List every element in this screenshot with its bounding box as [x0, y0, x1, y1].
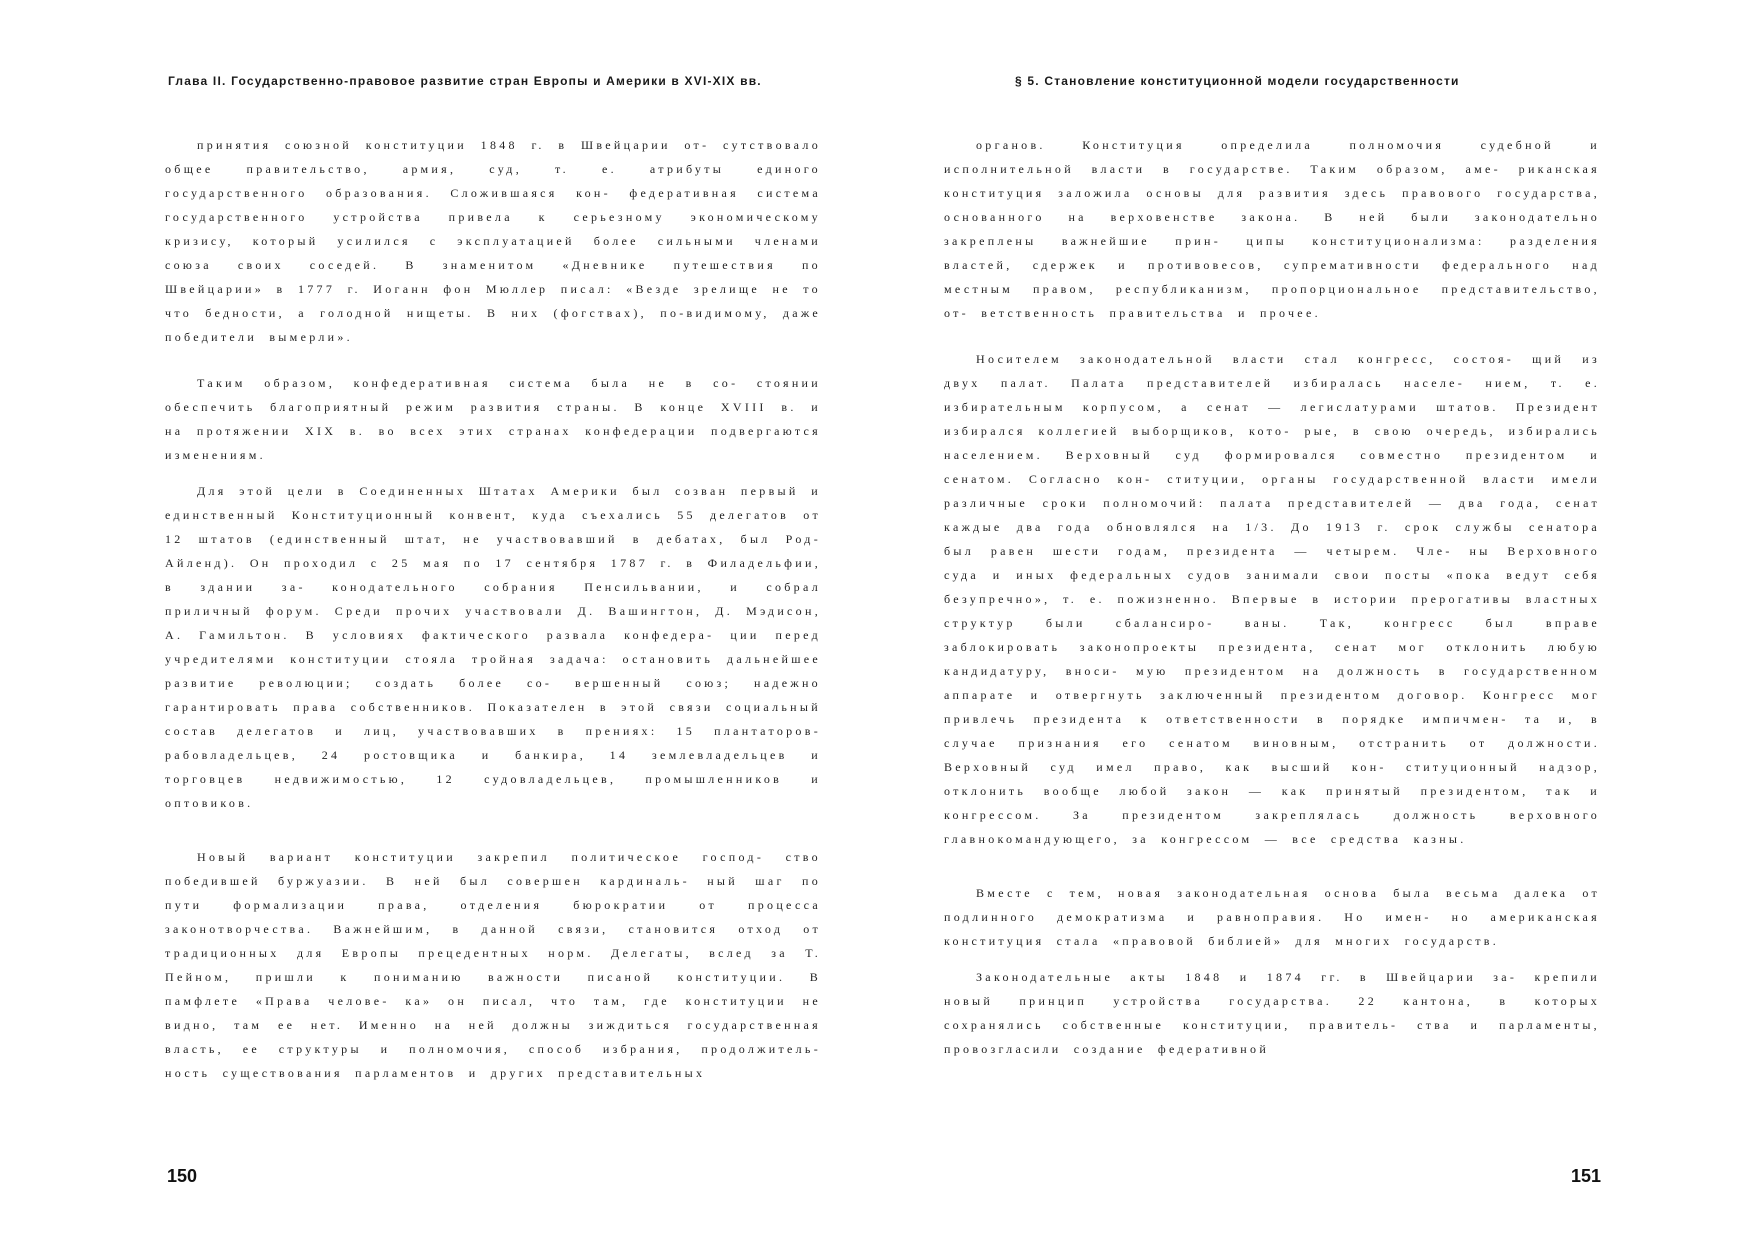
paragraph: Таким образом, конфедеративная система была не в со- стоянии обеспечить благоприятный режим развития страны. В конце XVIII в. и на протяжении XIX в. во всех этих странах конфедерации подвергаются изменениям. [165, 376, 821, 462]
paragraph: Для этой цели в Соединенных Штатах Америки был созван первый и единственный Конституционный конвент, куда съехались 55 делегатов от 12 штатов (единственный штат, не участвовавший в дебатах, был Род-Айленд). Он проходил с 25 мая по 17 сентября 1787 г. в Филадельфии, в здании за- конодательного собрания Пенсильвании, и собрал приличный форум. Среди прочих участвовали Д. Вашингтон, Д. Мэдисон, А. Гамильтон. В условиях фактического развала конфедера- ции перед учредителями конституции стояла тройная задача: остановить дальнейшее развитие революции; создать более со- вершенный союз; надежно гарантировать права собственников. Показателен в этой связи социальный состав делегатов и лиц, участвовавших в прениях: 15 плантаторов-рабовладельцев, 24 ростовщика и банкира, 14 землевладельцев и торговцев недвижимостью, 12 судовладельцев, промышленников и оптовиков. [165, 484, 821, 810]
paragraph: Носителем законодательной власти стал конгресс, состоя- щий из двух палат. Палата представителей избиралась населе- нием, т. е. избирательным корпусом, а сенат — легислатурами штатов. Президент избирался коллегией выборщиков, кото- рые, в свою очередь, избирались населением. Верховный суд формировался совместно президентом и сенатом. Согласно кон- ституции, органы государственной власти имели различные сроки полномочий: палата представителей — два года, сенат каждые два года обновлялся на 1/3. До 1913 г. срок службы сенатора был равен шести годам, президента — четырем. Чле- ны Верховного суда и иных федеральных судов занимали свои посты «пока ведут себя безупречно», т. е. пожизненно. Впервые в истории прерогативы властных структур были сбалансиро- ваны. Так, конгресс был вправе заблокировать законопроекты президента, сенат мог отклонить любую кандидатуру, вноси- мую президентом на должность в государственном аппарате и отвергнуть заключенный президентом договор. Конгресс мог привлечь президента к ответственности в порядке импичмен- та и, в случае признания его сенатом виновным, отстранить от должности. Верховный суд имел право, как высший кон- ституционный надзор, отклонить вообще любой закон — как принятый президентом, так и конгрессом. За президентом закреплялась должность верховного главнокомандующего, за конгрессом — все средства казны. [944, 352, 1600, 846]
right-page [877, 0, 1754, 1239]
running-head-left: Глава II. Государственно-правовое развитие стран Европы и Америки в XVI-XIX вв. [168, 74, 762, 88]
paragraph: Вместе с тем, новая законодательная основа была весьма далека от подлинного демократизма и равноправия. Но имен- но американская конституция стала «правовой библией» для многих государств. [944, 886, 1600, 948]
running-head-right: § 5. Становление конституционной модели государственности [1015, 74, 1460, 88]
left-page-text [165, 133, 821, 1097]
paragraph: Новый вариант конституции закрепил политическое господ- ство победившей буржуазии. В ней был совершен кардиналь- ный шаг по пути формализации права, отделения бюрократии от процесса законотворчества. Важнейшим, в данной связи, становится отход от традиционных для Европы прецедентных норм. Делегаты, вслед за Т. Пейном, пришли к пониманию важности писаной конституции. В памфлете «Права челове- ка» он писал, что там, где конституции не видно, там ее нет. Именно на ней должны зиждиться государственная власть, ее структуры и полномочия, способ избрания, продолжитель- ность существования парламентов и других представительных [165, 850, 821, 1080]
right-page-text [944, 133, 1600, 1073]
paragraph: Законодательные акты 1848 и 1874 гг. в Швейцарии за- крепили новый принцип устройства государства. 22 кантона, в которых сохранялись собственные конституции, правитель- ства и парламенты, провозгласили создание федеративной [944, 970, 1600, 1056]
paragraph: принятия союзной конституции 1848 г. в Швейцарии от- сутствовало общее правительство, армия, суд, т. е. атрибуты единого государственного образования. Сложившаяся кон- федеративная система государственного устройства привела к серьезному экономическому кризису, который усилился с эксплуатацией более сильными членами союза своих соседей. В знаменитом «Дневнике путешествия по Швейцарии» в 1777 г. Иоганн фон Мюллер писал: «Везде зрелище не то что бедности, а голодной нищеты. В них (фогствах), по-видимому, даже победители вымерли». [165, 138, 821, 344]
paragraph: органов. Конституция определила полномочия судебной и исполнительной власти в государстве. Таким образом, аме- риканская конституция заложила основы для развития здесь правового государства, основанного на верховенстве закона. В ней были законодательно закреплены важнейшие прин- ципы конституционализма: разделения властей, сдержек и противовесов, супремативности федерального над местным правом, республиканизм, пропорциональное представительство, от- ветственность правительства и прочее. [944, 138, 1600, 320]
page-number-left: 150 [167, 1166, 198, 1186]
page-number-right: 151 [1571, 1166, 1602, 1186]
